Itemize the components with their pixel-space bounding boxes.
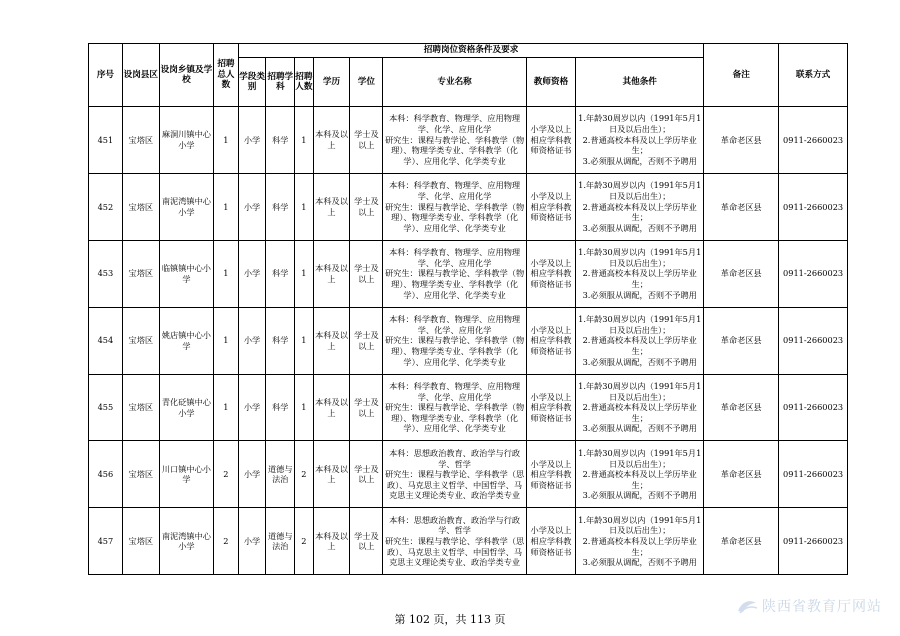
cell-teacher-cert: 小学及以上相应学科教师资格证书 [526, 508, 575, 575]
cell-contact: 0911-2660023 [779, 307, 848, 374]
header-education: 学历 [313, 58, 350, 107]
cell-other-line: 2.普通高校本科及以上学历毕业生； [582, 268, 697, 290]
recruitment-table [88, 43, 848, 575]
header-teacher-cert: 教师资格 [526, 58, 575, 107]
cell-other [576, 374, 704, 441]
cell-teacher-cert: 小学及以上相应学科教师资格证书 [526, 307, 575, 374]
cell-major-line: 本科：科学教育、物理学、应用物理学、化学、应用化学 [389, 180, 521, 201]
cell-other [576, 307, 704, 374]
cell-other-line: 3.必须服从调配，否则不予聘用 [582, 289, 697, 300]
cell-county: 宝塔区 [122, 307, 159, 374]
header-count: 招聘人数 [295, 58, 313, 107]
cell-major [383, 240, 527, 307]
header-other: 其他条件 [576, 58, 704, 107]
cell-total: 1 [214, 374, 239, 441]
cell-teacher-cert: 小学及以上相应学科教师资格证书 [526, 374, 575, 441]
cell-note: 革命老区县 [704, 107, 779, 174]
header-degree: 学位 [350, 58, 383, 107]
cell-other-line: 1.年龄30周岁以内（1991年5月1日及以后出生）； [578, 447, 702, 469]
cell-stage: 小学 [238, 441, 266, 508]
cell-degree: 学士及以上 [350, 240, 383, 307]
site-logo-icon [736, 597, 758, 615]
cell-education: 本科及以上 [313, 374, 350, 441]
cell-education: 本科及以上 [313, 508, 350, 575]
cell-major-line: 本科：思想政治教育、政治学与行政学、哲学 [389, 514, 521, 536]
cell-note: 革命老区县 [704, 173, 779, 240]
cell-major [383, 441, 527, 508]
cell-major [383, 374, 527, 441]
cell-other-line: 2.普通高校本科及以上学历毕业生； [582, 535, 697, 557]
cell-major-line: 研究生：课程与教学论、学科教学（物理）、物理学类专业、学科教学（化学）、应用化学、化学类专业 [384, 268, 525, 300]
cell-seq: 452 [89, 173, 123, 240]
cell-other [576, 508, 704, 575]
cell-contact: 0911-2660023 [779, 508, 848, 575]
cell-degree: 学士及以上 [350, 374, 383, 441]
cell-county: 宝塔区 [122, 374, 159, 441]
cell-teacher-cert: 小学及以上相应学科教师资格证书 [526, 240, 575, 307]
table-row [89, 307, 848, 374]
header-seq: 序号 [89, 44, 123, 107]
cell-county: 宝塔区 [122, 240, 159, 307]
header-subject: 招聘学科 [266, 58, 295, 107]
cell-other [576, 441, 704, 508]
cell-education: 本科及以上 [313, 441, 350, 508]
cell-count: 1 [295, 107, 313, 174]
cell-seq: 453 [89, 240, 123, 307]
cell-school: 姚店镇中心小学 [159, 307, 213, 374]
cell-seq: 455 [89, 374, 123, 441]
cell-total: 1 [214, 173, 239, 240]
cell-seq: 457 [89, 508, 123, 575]
cell-school: 南泥湾镇中心小学 [159, 508, 213, 575]
header-group-title: 招聘岗位资格条件及要求 [238, 44, 704, 58]
cell-other-line: 2.普通高校本科及以上学历毕业生； [582, 335, 697, 356]
table-row [89, 107, 848, 174]
cell-major [383, 107, 527, 174]
cell-other-line: 3.必须服从调配，否则不予聘用 [582, 155, 697, 166]
table-row [89, 374, 848, 441]
cell-note: 革命老区县 [704, 240, 779, 307]
header-stage: 学段类别 [238, 58, 266, 107]
cell-county: 宝塔区 [122, 173, 159, 240]
cell-other-line: 1.年龄30周岁以内（1991年5月1日及以后出生）； [578, 247, 702, 268]
watermark-text: 陕西省教育厅网站 [762, 599, 882, 615]
cell-other-line: 2.普通高校本科及以上学历毕业生； [582, 134, 697, 156]
cell-county: 宝塔区 [122, 508, 159, 575]
cell-subject: 道德与法治 [266, 441, 295, 508]
cell-subject: 道德与法治 [266, 508, 295, 575]
cell-major-line: 研究生：课程与教学论、学科教学（物理）、物理学类专业、学科教学（化学）、应用化学、化学类专业 [384, 335, 525, 367]
cell-other-line: 2.普通高校本科及以上学历毕业生； [582, 201, 697, 223]
cell-note: 革命老区县 [704, 441, 779, 508]
cell-other-line: 1.年龄30周岁以内（1991年5月1日及以后出生）； [578, 180, 702, 201]
cell-stage: 小学 [238, 307, 266, 374]
cell-count: 1 [295, 173, 313, 240]
cell-subject: 科学 [266, 374, 295, 441]
table-row [89, 441, 848, 508]
cell-major-line: 本科：科学教育、物理学、应用物理学、化学、应用化学 [389, 247, 521, 268]
cell-school: 川口镇中心小学 [159, 441, 213, 508]
cell-major-line: 本科：思想政治教育、政治学与行政学、哲学 [389, 447, 521, 469]
cell-degree: 学士及以上 [350, 307, 383, 374]
header-major: 专业名称 [383, 58, 527, 107]
table-row [89, 173, 848, 240]
cell-stage: 小学 [238, 173, 266, 240]
cell-stage: 小学 [238, 107, 266, 174]
cell-total: 1 [214, 240, 239, 307]
cell-other-line: 2.普通高校本科及以上学历毕业生； [582, 402, 697, 423]
header-row-top [89, 44, 848, 58]
cell-education: 本科及以上 [313, 173, 350, 240]
cell-other-line: 3.必须服从调配，否则不予聘用 [582, 490, 697, 501]
table-body [89, 107, 848, 575]
cell-education: 本科及以上 [313, 307, 350, 374]
cell-major-line: 研究生：课程与教学论、学科教学（思政）、马克思主义哲学、中国哲学、马克思主义理论类专业、政治学类专业 [384, 535, 525, 568]
cell-note: 革命老区县 [704, 508, 779, 575]
cell-seq: 451 [89, 107, 123, 174]
cell-contact: 0911-2660023 [779, 374, 848, 441]
cell-note: 革命老区县 [704, 307, 779, 374]
cell-contact: 0911-2660023 [779, 441, 848, 508]
cell-major-line: 本科：科学教育、物理学、应用物理学、化学、应用化学 [389, 314, 521, 335]
cell-education: 本科及以上 [313, 107, 350, 174]
page-number: 第 102 页，共 113 页 [394, 613, 506, 626]
cell-other-line: 1.年龄30周岁以内（1991年5月1日及以后出生）； [578, 314, 702, 335]
header-contact: 联系方式 [779, 44, 848, 107]
cell-degree: 学士及以上 [350, 441, 383, 508]
cell-degree: 学士及以上 [350, 508, 383, 575]
cell-other-line: 1.年龄30周岁以内（1991年5月1日及以后出生）； [578, 514, 702, 536]
cell-total: 1 [214, 307, 239, 374]
cell-subject: 科学 [266, 307, 295, 374]
cell-other-line: 3.必须服从调配，否则不予聘用 [582, 423, 697, 434]
cell-count: 1 [295, 307, 313, 374]
cell-school: 青化砭镇中心小学 [159, 374, 213, 441]
cell-degree: 学士及以上 [350, 173, 383, 240]
cell-count: 2 [295, 441, 313, 508]
cell-major-line: 研究生：课程与教学论、学科教学（物理）、物理学类专业、学科教学（化学）、应用化学、化学类专业 [384, 402, 525, 434]
cell-subject: 科学 [266, 173, 295, 240]
cell-other [576, 173, 704, 240]
cell-school: 麻洞川镇中心小学 [159, 107, 213, 174]
watermark [736, 596, 882, 616]
cell-contact: 0911-2660023 [779, 240, 848, 307]
cell-major [383, 173, 527, 240]
cell-count: 1 [295, 374, 313, 441]
cell-other [576, 240, 704, 307]
cell-other-line: 1.年龄30周岁以内（1991年5月1日及以后出生）； [578, 381, 702, 402]
cell-contact: 0911-2660023 [779, 173, 848, 240]
header-total: 招聘总人数 [214, 44, 239, 107]
cell-total: 2 [214, 508, 239, 575]
cell-education: 本科及以上 [313, 240, 350, 307]
cell-major [383, 508, 527, 575]
cell-count: 1 [295, 240, 313, 307]
header-note: 备注 [704, 44, 779, 107]
table-row [89, 240, 848, 307]
cell-major-line: 本科：科学教育、物理学、应用物理学、化学、应用化学 [389, 113, 521, 135]
table-row [89, 508, 848, 575]
header-school: 设岗乡镇及学校 [159, 44, 213, 107]
cell-other-line: 3.必须服从调配，否则不予聘用 [582, 557, 697, 568]
cell-major-line: 研究生：课程与教学论、学科教学（物理）、物理学类专业、学科教学（化学）、应用化学、化学类专业 [384, 134, 525, 166]
cell-county: 宝塔区 [122, 107, 159, 174]
cell-note: 革命老区县 [704, 374, 779, 441]
cell-major-line: 研究生：课程与教学论、学科教学（思政）、马克思主义哲学、中国哲学、马克思主义理论类专业、政治学类专业 [384, 469, 525, 501]
cell-major [383, 307, 527, 374]
cell-seq: 454 [89, 307, 123, 374]
cell-major-line: 本科：科学教育、物理学、应用物理学、化学、应用化学 [389, 381, 521, 402]
cell-teacher-cert: 小学及以上相应学科教师资格证书 [526, 107, 575, 174]
cell-total: 2 [214, 441, 239, 508]
cell-teacher-cert: 小学及以上相应学科教师资格证书 [526, 441, 575, 508]
cell-seq: 456 [89, 441, 123, 508]
cell-other [576, 107, 704, 174]
cell-degree: 学士及以上 [350, 107, 383, 174]
cell-county: 宝塔区 [122, 441, 159, 508]
header-county: 设岗县区 [122, 44, 159, 107]
cell-total: 1 [214, 107, 239, 174]
cell-contact: 0911-2660023 [779, 107, 848, 174]
cell-other-line: 1.年龄30周岁以内（1991年5月1日及以后出生）； [578, 113, 702, 135]
cell-major-line: 研究生：课程与教学论、学科教学（物理）、物理学类专业、学科教学（化学）、应用化学、化学类专业 [384, 201, 525, 233]
cell-subject: 科学 [266, 240, 295, 307]
cell-stage: 小学 [238, 508, 266, 575]
cell-school: 临镇镇中心小学 [159, 240, 213, 307]
cell-other-line: 3.必须服从调配，否则不予聘用 [582, 222, 697, 233]
cell-stage: 小学 [238, 240, 266, 307]
cell-school: 南泥湾镇中心小学 [159, 173, 213, 240]
cell-other-line: 2.普通高校本科及以上学历毕业生； [582, 469, 697, 490]
cell-other-line: 3.必须服从调配，否则不予聘用 [582, 356, 697, 367]
cell-teacher-cert: 小学及以上相应学科教师资格证书 [526, 173, 575, 240]
cell-stage: 小学 [238, 374, 266, 441]
cell-count: 2 [295, 508, 313, 575]
cell-subject: 科学 [266, 107, 295, 174]
